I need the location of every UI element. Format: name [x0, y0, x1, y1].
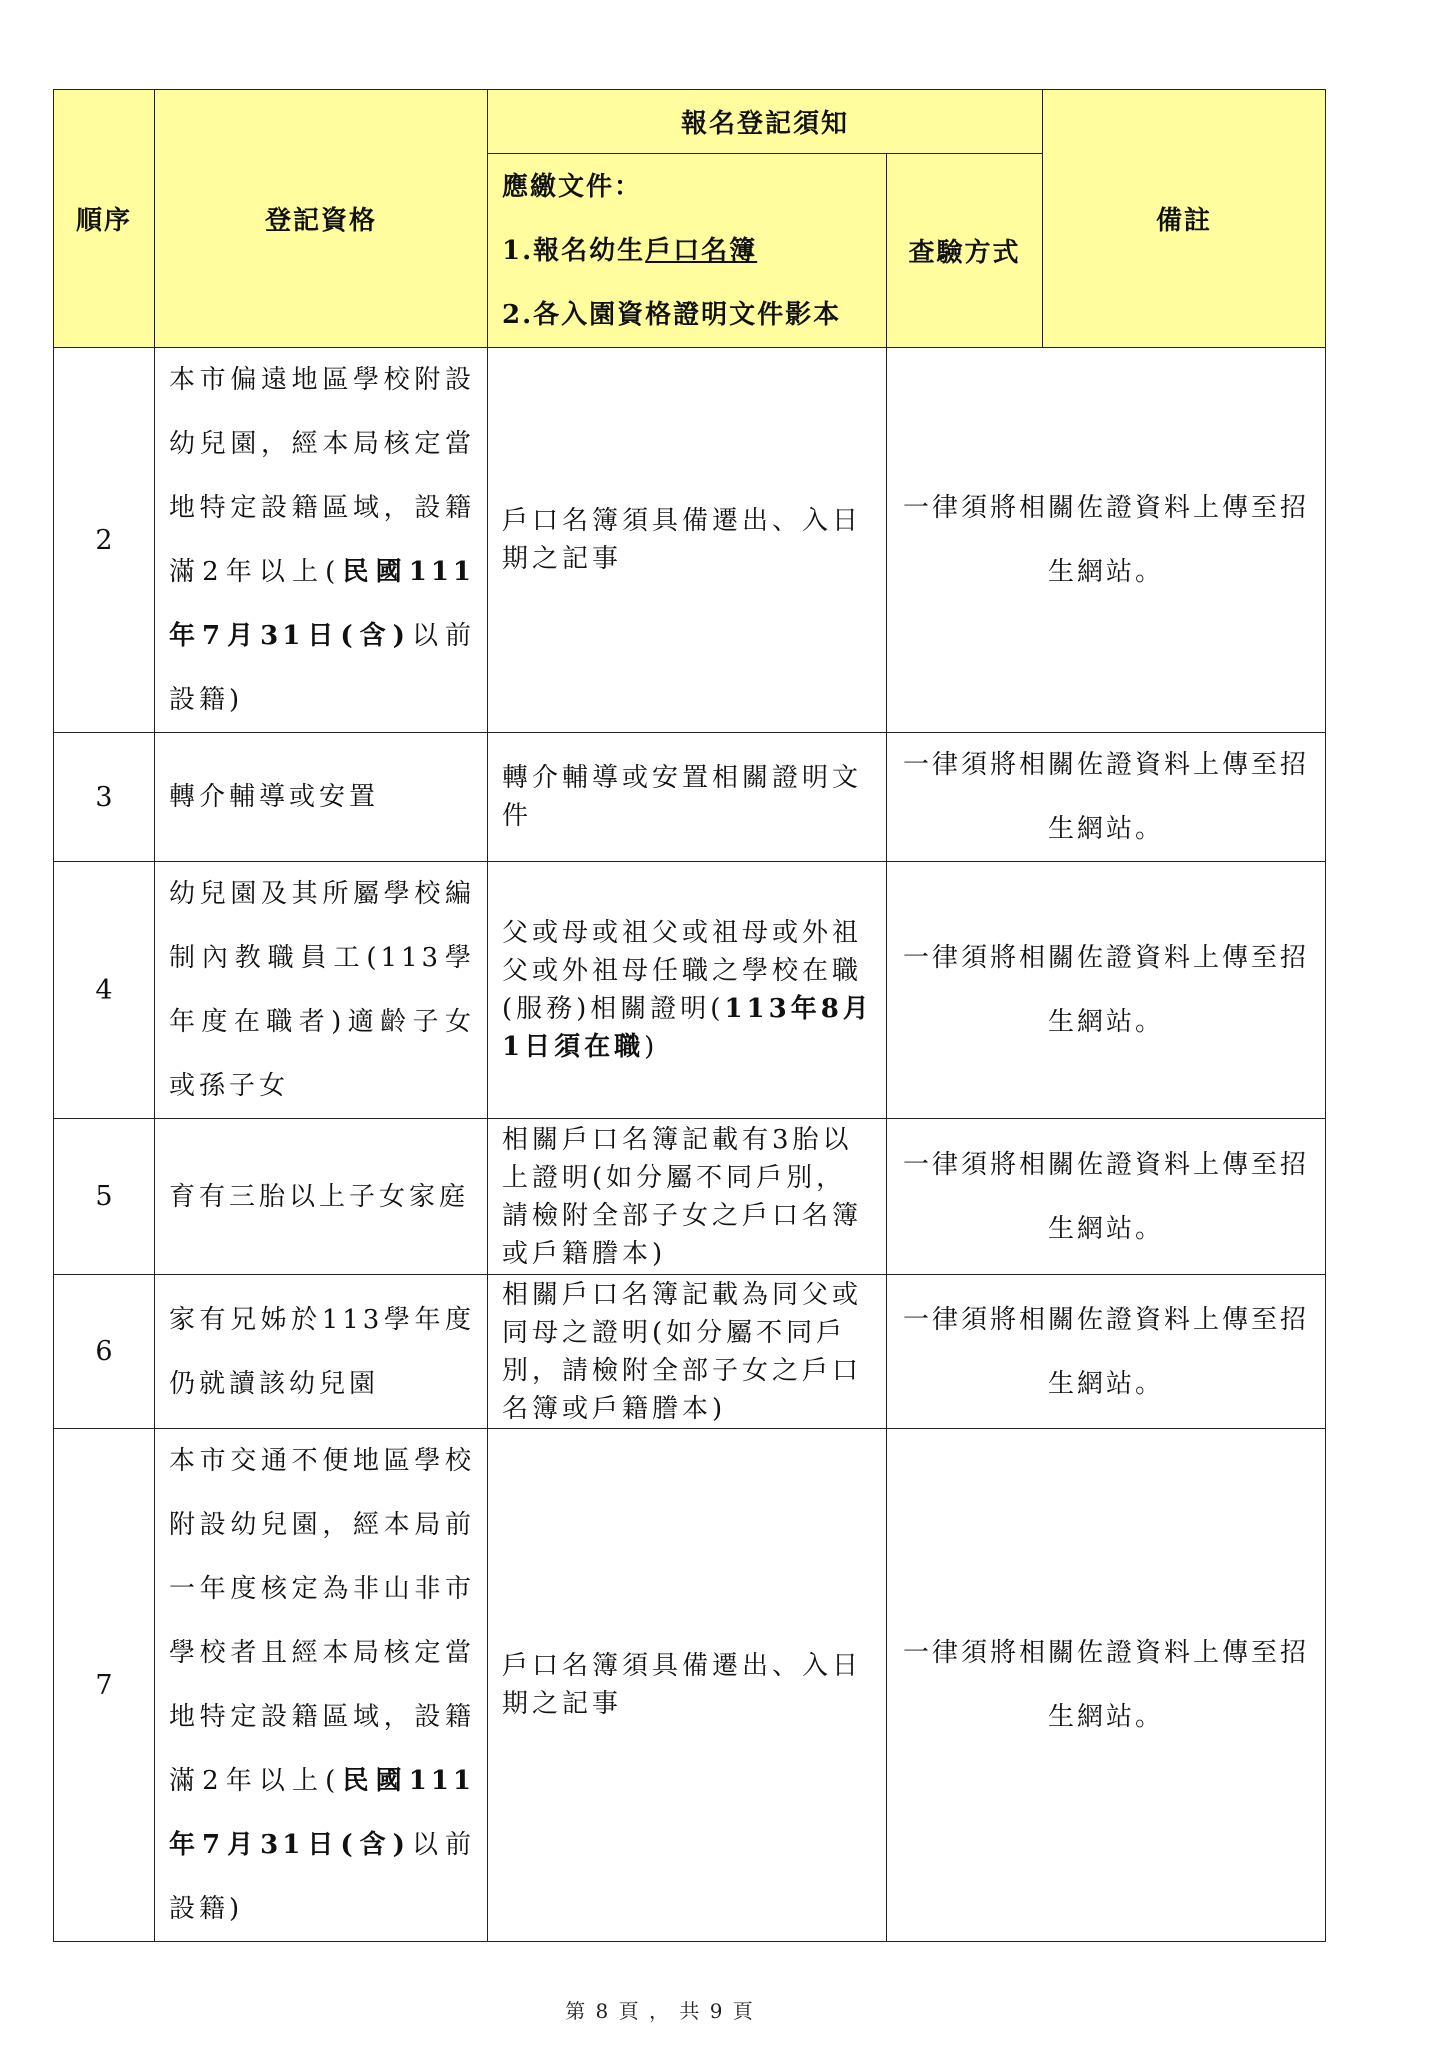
row-documents: 相關戶口名簿記載為同父或同母之證明(如分屬不同戶別，請檢附全部子女之戶口名簿或戶籍謄本): [488, 1275, 887, 1429]
table-header-row: [54, 90, 1326, 154]
docs-tail: ): [644, 1032, 659, 1062]
row-documents: 轉介輔導或安置相關證明文件: [488, 733, 887, 862]
row-qualification: 幼兒園及其所屬學校編制內教職員工(113學年度在職者)適齡子女或孫子女: [155, 862, 488, 1119]
page-footer: 第 8 頁 ， 共 9 頁: [565, 1999, 755, 2023]
docs-title: 應繳文件：: [502, 171, 643, 202]
row-number: 2: [54, 348, 155, 733]
row-number: 7: [54, 1429, 155, 1942]
row-number: 6: [54, 1275, 155, 1429]
docs-item-2: 2.各入園資格證明文件影本: [502, 299, 842, 330]
row-documents: 戶口名簿須具備遷出、入日期之記事: [488, 348, 887, 733]
header-remarks: 備註: [1043, 90, 1326, 348]
table-row: [54, 1119, 1326, 1275]
qual-text: 本市偏遠地區學校附設幼兒園，經本局核定當地特定設籍區域，設籍滿2年以上(: [169, 365, 475, 587]
row-method: 一律須將相關佐證資料上傳至招生網站。: [887, 348, 1326, 733]
qual-bold-date: 民國111年7月31日(含): [169, 1766, 476, 1860]
header-order: 順序: [54, 90, 155, 348]
row-number: 5: [54, 1119, 155, 1275]
table-row: [54, 1275, 1326, 1429]
docs-text: 父或母或祖父或祖母或外祖父或外祖母任職之學校在職(服務)相關證明(: [502, 918, 863, 1024]
row-qualification: 育有三胎以上子女家庭: [155, 1119, 488, 1275]
header-required-docs: [488, 154, 887, 348]
registration-table: [53, 89, 1326, 1942]
docs-item-1-underlined: 戶口名簿: [645, 235, 758, 266]
row-number: 4: [54, 862, 155, 1119]
row-documents: 相關戶口名簿記載有3胎以上證明(如分屬不同戶別，請檢附全部子女之戶口名簿或戶籍謄本): [488, 1119, 887, 1275]
table-row: [54, 348, 1326, 733]
row-documents: 戶口名簿須具備遷出、入日期之記事: [488, 1429, 887, 1942]
docs-bold-date: 113年8月1日須在職: [502, 994, 873, 1062]
row-qualification: [155, 348, 488, 733]
qual-tail: 以前設籍): [169, 1830, 475, 1924]
qual-tail: 以前設籍): [169, 621, 475, 715]
row-method: 一律須將相關佐證資料上傳至招生網站。: [887, 862, 1326, 1119]
row-method: 一律須將相關佐證資料上傳至招生網站。: [887, 1119, 1326, 1275]
header-method: 查驗方式: [887, 154, 1043, 348]
row-qualification: [155, 1429, 488, 1942]
qual-text: 本市交通不便地區學校附設幼兒園，經本局前一年度核定為非山非市學校者且經本局核定當地特定設籍區域，設籍滿2年以上(: [169, 1446, 475, 1796]
row-number: 3: [54, 733, 155, 862]
row-method: 一律須將相關佐證資料上傳至招生網站。: [887, 733, 1326, 862]
row-qualification: 轉介輔導或安置: [155, 733, 488, 862]
table-row: [54, 862, 1326, 1119]
row-method: 一律須將相關佐證資料上傳至招生網站。: [887, 1429, 1326, 1942]
qual-bold-date: 民國111年7月31日(含): [169, 557, 476, 651]
table-row: [54, 733, 1326, 862]
docs-item-1-prefix: 1.報名幼生: [502, 235, 646, 266]
table-row: [54, 1429, 1326, 1942]
row-method: 一律須將相關佐證資料上傳至招生網站。: [887, 1275, 1326, 1429]
header-notice: 報名登記須知: [488, 90, 1043, 154]
docs-item-1: [502, 219, 886, 283]
header-qualification: 登記資格: [155, 90, 488, 348]
row-documents: [488, 862, 887, 1119]
row-qualification: 家有兄姊於113學年度仍就讀該幼兒園: [155, 1275, 488, 1429]
